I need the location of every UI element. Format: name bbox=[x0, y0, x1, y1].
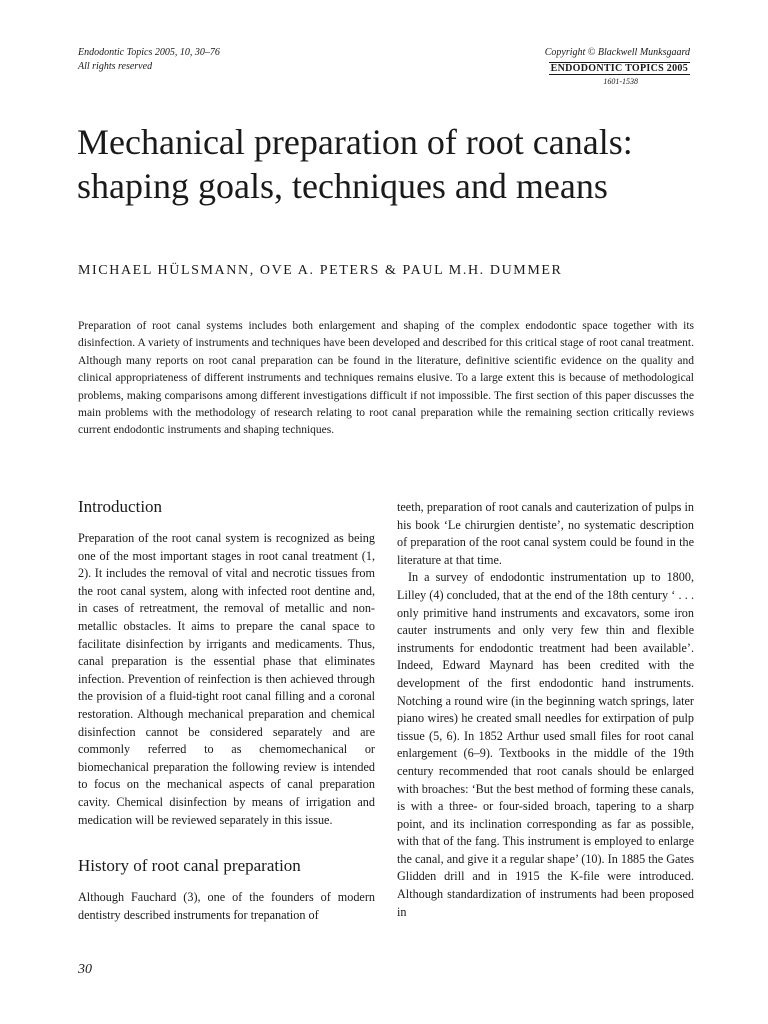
rights-notice: All rights reserved bbox=[78, 61, 153, 72]
right-column bbox=[397, 499, 694, 921]
copyright-notice: Copyright © Blackwell Munksgaard bbox=[544, 47, 690, 58]
journal-name: ENDODONTIC TOPICS 2005 bbox=[550, 63, 688, 74]
introduction-heading: Introduction bbox=[78, 497, 163, 516]
article-title: Mechanical preparation of root canals: shaping goals, techniques and means bbox=[77, 122, 633, 206]
history-paragraph: Although Fauchard (3), one of the founders of modern dentistry described instruments for trepanation of bbox=[78, 890, 375, 922]
article-authors: MICHAEL HÜLSMANN, OVE A. PETERS & PAUL M.H. DUMMER bbox=[78, 263, 563, 278]
page-number: 30 bbox=[78, 962, 92, 977]
history-survey-paragraph: In a survey of endodontic instrumentation up to 1800, Lilley (4) concluded, that at the end of the 18th century ‘ . . . only primitive hand instruments and excavators, some iron cauter instruments and only very few thin and flexible instruments for endodontic treatment had been available’. Indeed, Edward Maynard has been credited with the development of the first endodontic hand instruments. Notching a round wire (in the beginning watch springs, later piano wires) he created small needles for extirpation of pulp tissue (5, 6). In 1852 Arthur used small files for root canal enlargement (6–9). Textbooks in the middle of the 19th century recommended that root canals should be enlarged with broaches: ‘But the best method of forming these canals, is with a three- or four-sided broach, tapering to a sharp point, and its inclination corresponding as far as possible, with that of the fang. This instrument is employed to enlarge the canal, and give it a regular shape’ (10). In 1885 the Gates Glidden drill and in 1915 the K-file were introduced. Although standardization of instruments had been proposed in bbox=[397, 570, 694, 919]
history-continued-paragraph: teeth, preparation of root canals and cauterization of pulps in his book ‘Le chirurgien dentiste’, no systematic description of preparation of the root canal system could be found in the literature at that time. bbox=[397, 500, 694, 567]
journal-citation: Endodontic Topics 2005, 10, 30–76 bbox=[78, 47, 220, 58]
article-abstract: Preparation of root canal systems includes both enlargement and shaping of the complex endodontic space together with its disinfection. A variety of instruments and techniques have been developed and described for this critical stage of root canal treatment. Although many reports on root canal preparation can be found in the literature, definitive scientific evidence on the quality and clinical appropriateness of different instruments and techniques remains elusive. To a large extent this is because of methodological problems, making comparisons among different investigations difficult if not impossible. The first section of this paper discusses the main problems with the methodology of research relating to root canal preparation while the remaining section critically reviews current endodontic instruments and shaping techniques. bbox=[78, 320, 694, 437]
history-heading: History of root canal preparation bbox=[78, 856, 301, 876]
issn: 1601-1538 bbox=[603, 77, 638, 86]
introduction-paragraph: Preparation of the root canal system is recognized as being one of the most important stages in root canal treatment (1, 2). It includes the removal of vital and necrotic tissues from the root canal system, along with infected root dentine and, in cases of retreatment, the removal of metallic and non-metallic obstacles. It aims to prepare the canal space to facilitate disinfection by irrigants and medicaments. Thus, canal preparation is the essential phase that eliminates infection. Prevention of reinfection is then achieved through the provision of a fluid-tight root canal filling and a coronal restoration. Although mechanical preparation and chemical disinfection cannot be considered separately and are commonly referred to as chemomechanical or biomechanical preparation the following review is intended to focus on the mechanical aspects of canal preparation cavity. Chemical disinfection by means of irrigation and medication will be reviewed separately in this issue. bbox=[78, 531, 375, 827]
running-header-left bbox=[78, 46, 220, 74]
left-column bbox=[78, 496, 375, 924]
running-header-right bbox=[545, 46, 690, 88]
